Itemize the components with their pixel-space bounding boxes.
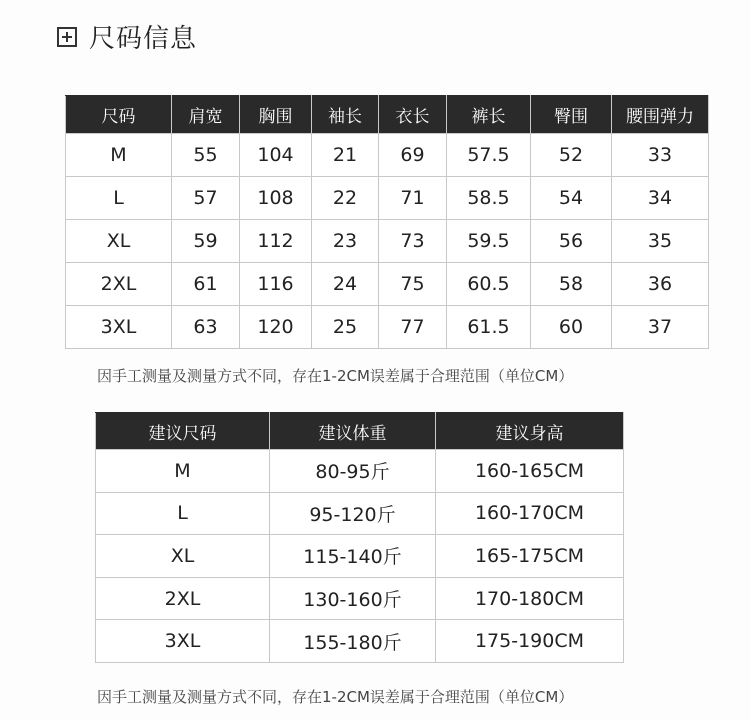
table-row bbox=[66, 306, 709, 349]
table-cell: 24 bbox=[312, 263, 379, 306]
table-cell: 75 bbox=[379, 263, 447, 306]
table-cell: 3XL bbox=[96, 620, 270, 663]
table-cell: 155-180斤 bbox=[270, 620, 436, 663]
table-cell: 59 bbox=[172, 220, 240, 263]
table-cell: M bbox=[96, 450, 270, 493]
table-cell: 104 bbox=[240, 134, 312, 177]
table-row bbox=[96, 450, 624, 493]
table-cell: 55 bbox=[172, 134, 240, 177]
size-chart-table bbox=[65, 95, 709, 349]
table-row bbox=[96, 620, 624, 663]
table-cell: 73 bbox=[379, 220, 447, 263]
column-header: 建议体重 bbox=[270, 413, 436, 450]
table-cell: 71 bbox=[379, 177, 447, 220]
table-header-row bbox=[66, 96, 709, 134]
table-cell: 23 bbox=[312, 220, 379, 263]
table-cell: 60.5 bbox=[447, 263, 531, 306]
table-cell: 57.5 bbox=[447, 134, 531, 177]
table-row bbox=[96, 492, 624, 535]
column-header: 建议尺码 bbox=[96, 413, 270, 450]
table-cell: 2XL bbox=[66, 263, 172, 306]
column-header: 肩宽 bbox=[172, 96, 240, 134]
table-cell: 61.5 bbox=[447, 306, 531, 349]
size-recommendation-table bbox=[95, 412, 624, 663]
table-cell: L bbox=[66, 177, 172, 220]
table-cell: 115-140斤 bbox=[270, 535, 436, 578]
table-cell: 56 bbox=[531, 220, 612, 263]
table-cell: 35 bbox=[612, 220, 709, 263]
column-header: 臀围 bbox=[531, 96, 612, 134]
table-row bbox=[96, 577, 624, 620]
table-cell: 2XL bbox=[96, 577, 270, 620]
table-cell: 63 bbox=[172, 306, 240, 349]
table-cell: 77 bbox=[379, 306, 447, 349]
table-cell: 59.5 bbox=[447, 220, 531, 263]
table-cell: 69 bbox=[379, 134, 447, 177]
table-cell: 33 bbox=[612, 134, 709, 177]
column-header: 裤长 bbox=[447, 96, 531, 134]
column-header: 建议身高 bbox=[436, 413, 624, 450]
table-cell: 108 bbox=[240, 177, 312, 220]
table-cell: 52 bbox=[531, 134, 612, 177]
table-cell: 3XL bbox=[66, 306, 172, 349]
measurement-note: 因手工测量及测量方式不同，存在1-2CM误差属于合理范围（单位CM） bbox=[97, 688, 574, 706]
table-cell: 36 bbox=[612, 263, 709, 306]
table-cell: 112 bbox=[240, 220, 312, 263]
table-cell: 25 bbox=[312, 306, 379, 349]
plus-square-icon bbox=[57, 27, 77, 47]
table-cell: M bbox=[66, 134, 172, 177]
column-header: 尺码 bbox=[66, 96, 172, 134]
table-cell: 130-160斤 bbox=[270, 577, 436, 620]
table-cell: 165-175CM bbox=[436, 535, 624, 578]
table-cell: 160-165CM bbox=[436, 450, 624, 493]
section-header bbox=[57, 18, 197, 54]
table-cell: 34 bbox=[612, 177, 709, 220]
table-cell: 80-95斤 bbox=[270, 450, 436, 493]
measurement-note: 因手工测量及测量方式不同，存在1-2CM误差属于合理范围（单位CM） bbox=[97, 367, 574, 385]
table-cell: 120 bbox=[240, 306, 312, 349]
table-cell: 58 bbox=[531, 263, 612, 306]
table-row bbox=[66, 177, 709, 220]
table-cell: 22 bbox=[312, 177, 379, 220]
table-cell: XL bbox=[96, 535, 270, 578]
table-cell: L bbox=[96, 492, 270, 535]
table-cell: 58.5 bbox=[447, 177, 531, 220]
table-row bbox=[66, 220, 709, 263]
table-cell: 160-170CM bbox=[436, 492, 624, 535]
table-row bbox=[96, 535, 624, 578]
table-cell: 37 bbox=[612, 306, 709, 349]
table-row bbox=[66, 263, 709, 306]
column-header: 袖长 bbox=[312, 96, 379, 134]
table-cell: 116 bbox=[240, 263, 312, 306]
table-cell: 21 bbox=[312, 134, 379, 177]
table-cell: 54 bbox=[531, 177, 612, 220]
table-cell: 61 bbox=[172, 263, 240, 306]
column-header: 腰围弹力 bbox=[612, 96, 709, 134]
table-row bbox=[66, 134, 709, 177]
column-header: 衣长 bbox=[379, 96, 447, 134]
column-header: 胸围 bbox=[240, 96, 312, 134]
table-cell: XL bbox=[66, 220, 172, 263]
table-cell: 57 bbox=[172, 177, 240, 220]
table-cell: 60 bbox=[531, 306, 612, 349]
table-cell: 170-180CM bbox=[436, 577, 624, 620]
table-cell: 95-120斤 bbox=[270, 492, 436, 535]
table-cell: 175-190CM bbox=[436, 620, 624, 663]
table-header-row bbox=[96, 413, 624, 450]
section-title: 尺码信息 bbox=[89, 23, 198, 54]
